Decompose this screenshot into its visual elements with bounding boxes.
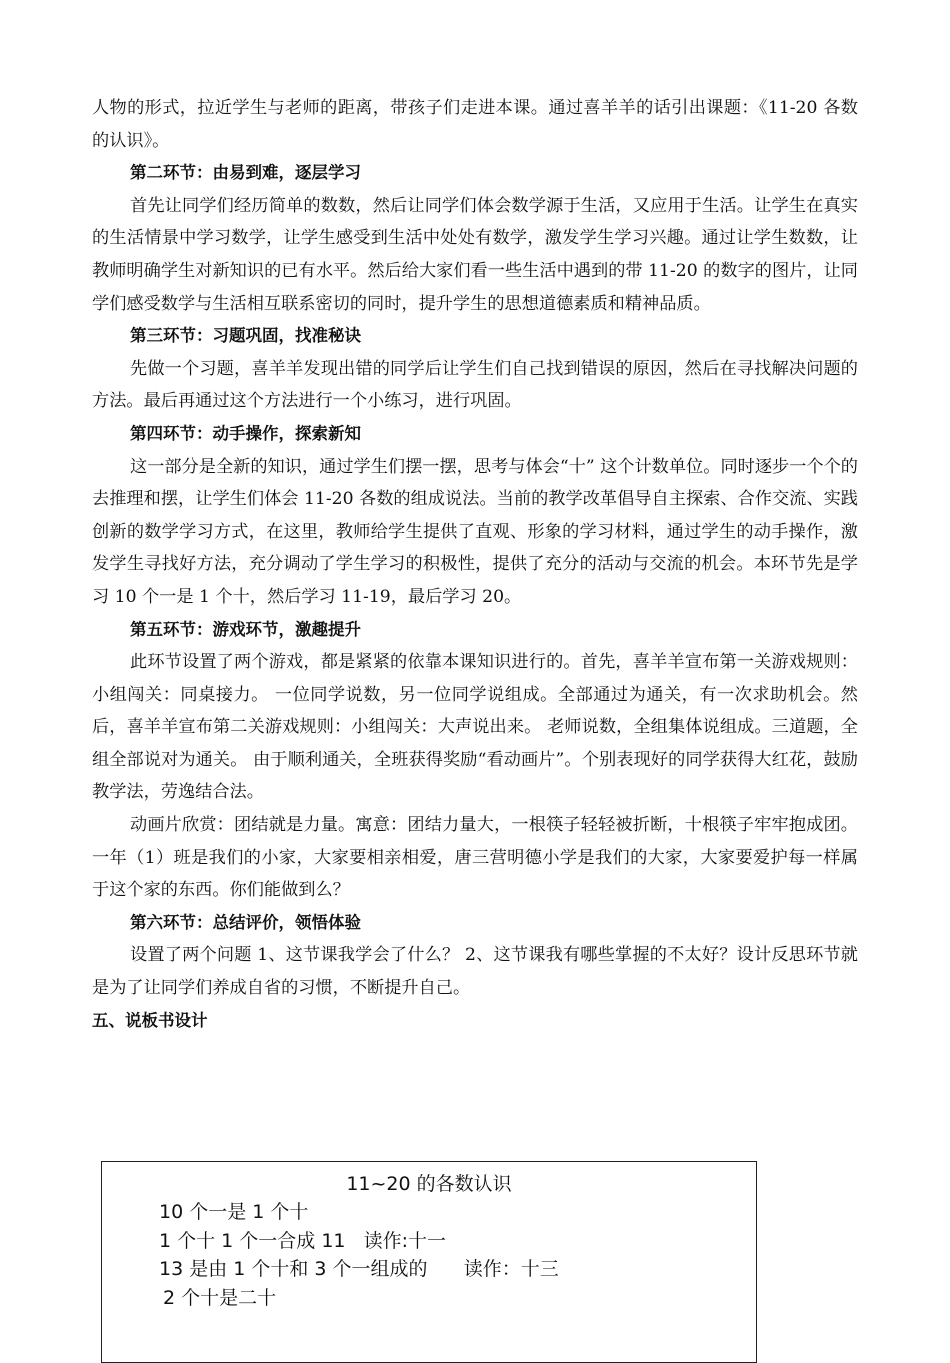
board-line-2: 1 个十 1 个一合成 11 读作:十一 [159, 1229, 447, 1252]
paragraph-step-2: 首先让同学们经历简单的数数，然后让同学们体会数学源于生活，又应用于生活。让学生在真实的生活情景中学习数学，让学生感受到生活中处处有数学，激发学生学习兴趣。通过让学生数数，让教师明确学生对新知识的已有水平。然后给大家们看一些生活中遇到的带 11-20 的数字的图片，让同学们感受数学与生活相互联系密切的同时，提升学生的思想道德素质和精神品质。 [92, 195, 858, 314]
heading-step-6: 第六环节：总结评价，领悟体验 [130, 912, 361, 932]
paragraph-step-4: 这一部分是全新的知识，通过学生们摆一摆，思考与体会“十” 这个计数单位。同时逐步一个个的去推理和摆，让学生们体会 11-20 各数的组成说法。当前的教学改革倡导自主探索、合作交流、实践创新的数学学习方式，在这里，教师给学生提供了直观、形象的学习材料，通过学生的动手操作，激发学生寻找好方法，充分调动了学生学习的积极性，提供了充分的活动与交流的机会。本环节先是学习 10 个一是 1 个十，然后学习 11-19，最后学习 20。 [92, 456, 858, 607]
paragraph-step-3: 先做一个习题，喜羊羊发现出错的同学后让学生们自己找到错误的原因，然后在寻找解决问题的方法。最后再通过这个方法进行一个小练习，进行巩固。 [92, 358, 858, 412]
heading-step-2: 第二环节：由易到难，逐层学习 [130, 163, 361, 183]
heading-step-3: 第三环节：习题巩固，找准秘诀 [130, 326, 361, 346]
paragraph-intro: 人物的形式，拉近学生与老师的距离，带孩子们走进本课。通过喜羊羊的话引出课题：《11-20 各数的认识》。 [92, 98, 858, 151]
paragraph-animation: 动画片欣赏：团结就是力量。寓意：团结力量大，一根筷子轻轻被折断，十根筷子牢牢抱成团。一年（1）班是我们的小家，大家要相亲相爱，唐三营明德小学是我们的大家，大家要爱护每一样属于这个家的东西。你们能做到么？ [92, 815, 858, 901]
section-heading-board-design: 五、说板书设计 [92, 1010, 208, 1030]
board-title: 11~20 的各数认识 [346, 1173, 512, 1195]
paragraph-step-6: 设置了两个问题 1、这节课我学会了什么？ 2、这节课我有哪些掌握的不太好？设计反思环节就是为了让同学们养成自省的习惯，不断提升自己。 [92, 945, 858, 999]
heading-step-5: 第五环节：游戏环节，激趣提升 [130, 619, 361, 639]
document-body [92, 92, 858, 1037]
board-line-4: 2 个十是二十 [163, 1286, 277, 1309]
blackboard-design-box [101, 1161, 757, 1363]
heading-step-4: 第四环节：动手操作，探索新知 [130, 423, 361, 443]
paragraph-step-5: 此环节设置了两个游戏，都是紧紧的依靠本课知识进行的。首先，喜羊羊宣布第一关游戏规则：小组闯关：同桌接力。 一位同学说数，另一位同学说组成。全部通过为通关，有一次求助机会。然后，喜羊羊宣布第二关游戏规则：小组闯关：大声说出来。 老师说数，全组集体说组成。三道题，全组全部说对为通关。 由于顺利通关，全班获得奖励“看动画片”。个别表现好的同学获得大红花，鼓励教学法，劳逸结合法。 [92, 652, 858, 803]
board-line-1: 10 个一是 1 个十 [159, 1201, 309, 1223]
board-line-3: 13 是由 1 个十和 3 个一组成的 读作：十三 [159, 1258, 559, 1280]
